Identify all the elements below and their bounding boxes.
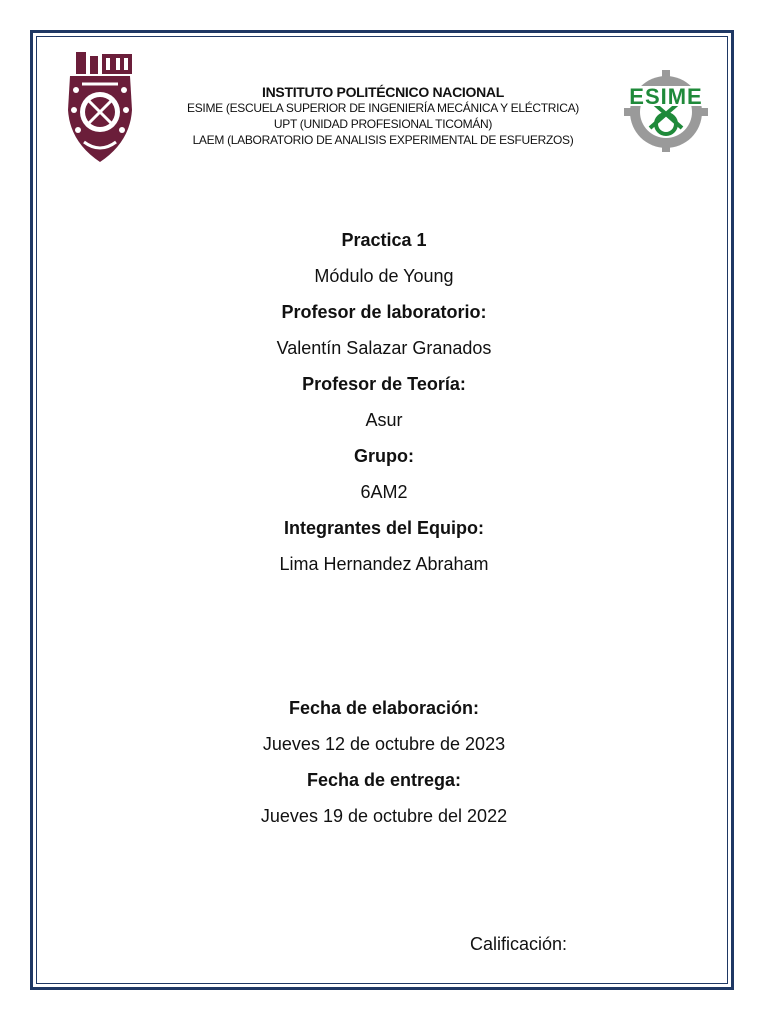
team-member: Lima Hernandez Abraham [279, 554, 489, 574]
due-date-label: Fecha de entrega: [306, 770, 462, 790]
made-date-label: Fecha de elaboración: [288, 698, 480, 718]
esime-logo [616, 66, 716, 152]
institution-name: INSTITUTO POLITÉCNICO NACIONAL [262, 84, 504, 100]
header-line-esime: ESIME (ESCUELA SUPERIOR DE INGENIERÍA MECÁNICA Y ELÉCTRICA) [187, 101, 579, 115]
grade-label: Calificación: [470, 934, 568, 954]
theory-professor-name: Asur [365, 410, 403, 430]
header-line-upt: UPT (UNIDAD PROFESIONAL TICOMÁN) [273, 117, 493, 131]
group-label: Grupo: [354, 446, 414, 466]
team-label: Integrantes del Equipo: [283, 518, 484, 538]
practice-topic: Módulo de Young [314, 266, 454, 286]
lab-professor-label: Profesor de laboratorio: [281, 302, 487, 322]
dates-section [150, 690, 618, 834]
ipn-logo [62, 50, 138, 166]
ipn-logo-text [100, 68, 101, 69]
due-date: Jueves 19 de octubre del 2022 [260, 806, 508, 826]
lab-professor-name: Valentín Salazar Granados [276, 338, 492, 358]
made-date: Jueves 12 de octubre de 2023 [262, 734, 506, 754]
header-line-laem: LAEM (LABORATORIO DE ANALISIS EXPERIMENTAL DE ESFUERZOS) [192, 133, 574, 147]
document-header [150, 84, 616, 148]
theory-professor-label: Profesor de Teoría: [302, 374, 466, 394]
practice-title: Practica 1 [341, 230, 427, 250]
esime-logo-text: ESIME [629, 84, 703, 109]
group-value: 6AM2 [360, 482, 408, 502]
cover-content [150, 222, 618, 582]
